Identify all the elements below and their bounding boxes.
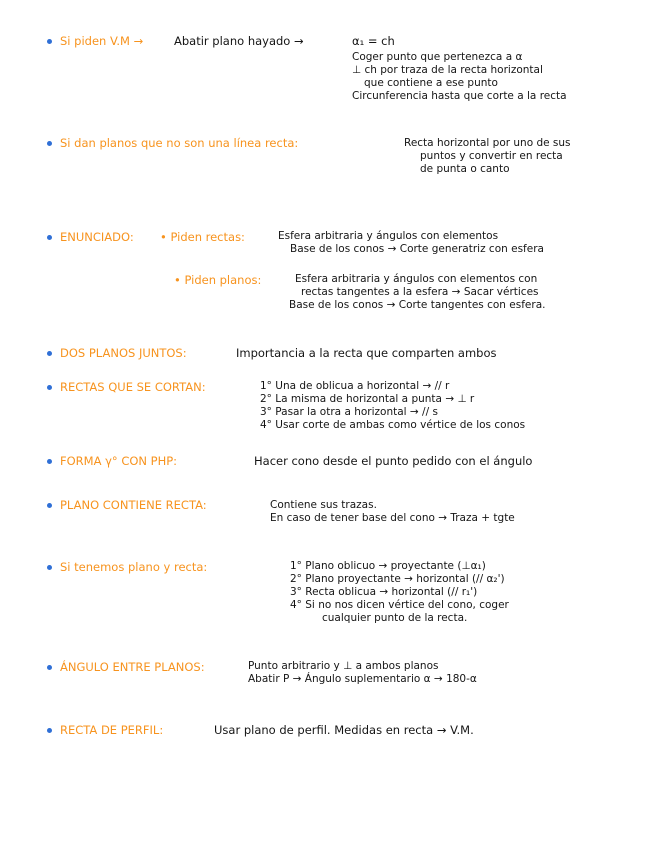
- note-angulo-line-2: Abatir P → Ángulo suplementario α → 180-α: [248, 673, 477, 685]
- heading-forma-php: FORMA γ° CON PHP:: [60, 454, 178, 468]
- note-vm-lines: [352, 51, 567, 103]
- note-rectas-line-1: Esfera arbitraria y ángulos con elementos: [278, 230, 499, 242]
- heading-angulo-entre-planos: ÁNGULO ENTRE PLANOS:: [60, 660, 205, 674]
- heading-recta-de-perfil: RECTA DE PERFIL:: [60, 723, 164, 737]
- note-plano-recta-step-4: 4° Si no nos dicen vértice del cono, coger: [290, 599, 509, 611]
- heading-enunciado: ENUNCIADO:: [60, 230, 134, 244]
- bullet-dot-9: [47, 665, 52, 670]
- note-piden-rectas-lines: [278, 230, 544, 256]
- heading-plano-contiene-recta: PLANO CONTIENE RECTA:: [60, 498, 207, 512]
- note-alpha-ch: α₁ = ch: [352, 34, 395, 48]
- bullet-dot-3: [47, 235, 52, 240]
- note-recta-perfil: Usar plano de perfil. Medidas en recta → V.M.: [214, 723, 474, 737]
- note-plano-contiene-lines: [270, 499, 515, 525]
- note-rectas-line-2: Base de los conos → Corte generatriz con esfera: [290, 243, 544, 255]
- note-vm-line-1: Coger punto que pertenezca a α: [352, 51, 523, 63]
- heading-planos-no-recta: Si dan planos que no son una línea recta:: [60, 136, 299, 150]
- note-plano-recta-step-5: cualquier punto de la recta.: [322, 612, 468, 624]
- note-cortan-step-2: 2° La misma de horizontal a punta → ⊥ r: [260, 393, 475, 405]
- heading-plano-y-recta: Si tenemos plano y recta:: [60, 560, 208, 574]
- heading-dos-planos-juntos: DOS PLANOS JUNTOS:: [60, 346, 187, 360]
- note-vm-line-2: ⊥ ch por traza de la recta horizontal: [352, 64, 543, 76]
- note-plano-recta-step-3: 3° Recta oblicua → horizontal (// r₁'): [290, 586, 478, 598]
- note-cortan-step-4: 4° Usar corte de ambas como vértice de los conos: [260, 419, 526, 431]
- label-piden-rectas: • Piden rectas:: [160, 230, 245, 244]
- note-plano-recta-step-1: 1° Plano oblicuo → proyectante (⊥α₁): [290, 560, 486, 572]
- heading-si-piden-vm: Si piden V.M →: [60, 34, 144, 48]
- note-abatir-plano: Abatir plano hayado →: [174, 34, 304, 48]
- note-plano-recta-step-2: 2° Plano proyectante → horizontal (// α₂'): [290, 573, 505, 585]
- note-planos-line-2: puntos y convertir en recta: [420, 150, 563, 162]
- note-contiene-line-1: Contiene sus trazas.: [270, 499, 377, 511]
- note-contiene-line-2: En caso de tener base del cono → Traza + tgte: [270, 512, 515, 524]
- bullet-dot-10: [47, 728, 52, 733]
- note-planos-line-3: de punta o canto: [420, 163, 510, 175]
- note-planos-line-1: Recta horizontal por uno de sus: [404, 137, 571, 149]
- label-piden-planos: • Piden planos:: [174, 273, 262, 287]
- bullet-dot-5: [47, 385, 52, 390]
- bullet-dot-7: [47, 503, 52, 508]
- note-vm-line-3: que contiene a ese punto: [364, 77, 498, 89]
- note-plano-y-recta-steps: [290, 560, 509, 625]
- note-hacer-cono: Hacer cono desde el punto pedido con el ángulo: [254, 454, 533, 468]
- note-angulo-line-1: Punto arbitrario y ⊥ a ambos planos: [248, 660, 439, 672]
- note-planos-sub-line-1: Esfera arbitraria y ángulos con elementos con: [295, 273, 538, 285]
- note-rectas-se-cortan-steps: [260, 380, 525, 432]
- bullet-dot-2: [47, 141, 52, 146]
- heading-rectas-se-cortan: RECTAS QUE SE CORTAN:: [60, 380, 206, 394]
- note-piden-planos-lines: [289, 273, 546, 312]
- note-angulo-lines: [248, 660, 477, 686]
- bullet-dot-4: [47, 351, 52, 356]
- note-planos-sub-line-2: rectas tangentes a la esfera → Sacar vértices: [301, 286, 539, 298]
- note-planos-sub-line-3: Base de los conos → Corte tangentes con esfera.: [289, 299, 546, 311]
- bullet-dot-8: [47, 565, 52, 570]
- note-importancia: Importancia a la recta que comparten ambos: [236, 346, 497, 360]
- bullet-dot-6: [47, 459, 52, 464]
- note-planos-lines: [404, 137, 571, 176]
- note-cortan-step-3: 3° Pasar la otra a horizontal → // s: [260, 406, 438, 418]
- note-cortan-step-1: 1° Una de oblicua a horizontal → // r: [260, 380, 450, 392]
- note-vm-line-4: Circunferencia hasta que corte a la recta: [352, 90, 567, 102]
- bullet-dot-1: [47, 39, 52, 44]
